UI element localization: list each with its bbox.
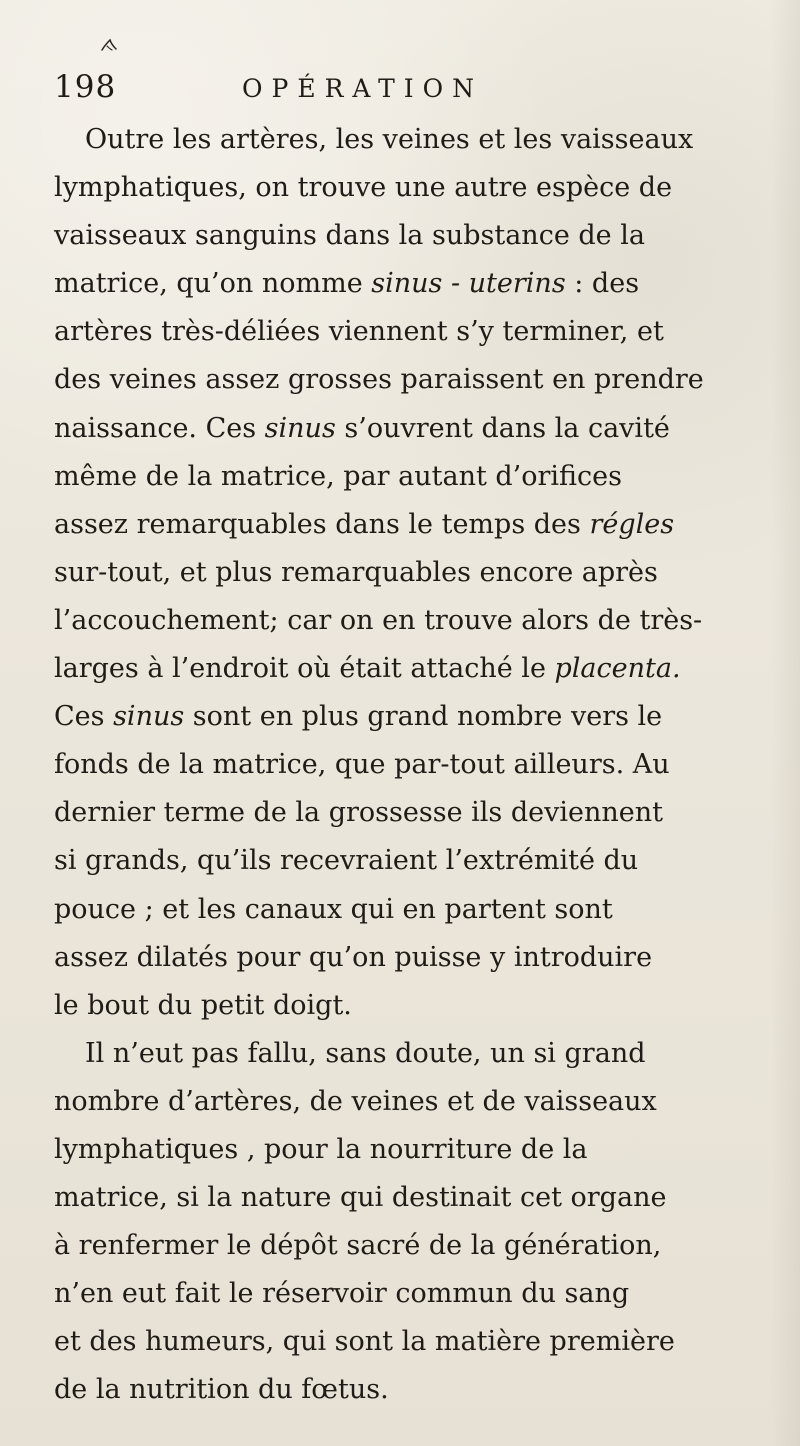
text-line: nombre d’artères, de veines et de vaisseaux xyxy=(54,1085,657,1117)
text-line: n’en eut fait le réservoir commun du sang xyxy=(54,1278,630,1310)
text-line: fonds de la matrice, que par-tout ailleurs. Au xyxy=(54,749,670,781)
text-line xyxy=(54,501,761,549)
text-line: si grands, qu’ils recevraient l’extrémité du xyxy=(54,845,639,877)
text-segment: : des xyxy=(565,268,640,300)
text-line: et des humeurs, qui sont la matière première xyxy=(54,1326,675,1358)
italic-term: régles xyxy=(589,508,675,540)
text-line: vaisseaux sanguins dans la substance de la xyxy=(54,220,645,252)
text-line: l’accouchement; car on en trouve alors de très- xyxy=(54,604,703,636)
text-line: sur-tout, et plus remarquables encore après xyxy=(54,556,658,588)
text-line xyxy=(54,645,761,693)
text-segment: assez remarquables dans le temps des xyxy=(54,508,590,540)
text-line: lymphatiques, on trouve une autre espèce de xyxy=(54,172,673,204)
text-segment: Ces xyxy=(54,701,114,733)
text-line: Il n’eut pas fallu, sans doute, un si grand xyxy=(85,1037,646,1069)
text-line: pouce ; et les canaux qui en partent sont xyxy=(54,893,613,925)
text-segment: larges à l’endroit où était attaché le xyxy=(54,653,555,685)
text-line: même de la matrice, par autant d’orifices xyxy=(54,460,623,492)
text-line xyxy=(54,693,761,741)
running-title: OPÉRATION xyxy=(242,74,483,103)
text-line: lymphatiques , pour la nourriture de la xyxy=(54,1133,588,1165)
text-segment: naissance. Ces xyxy=(54,412,265,444)
page-number: 198 xyxy=(54,69,117,105)
text-line: matrice, si la nature qui destinait cet organe xyxy=(54,1182,667,1214)
italic-term: sinus xyxy=(264,412,336,444)
text-line: des veines assez grosses paraissent en prendre xyxy=(54,364,704,396)
text-line: dernier terme de la grossesse ils deviennent xyxy=(54,797,663,829)
text-line xyxy=(54,260,761,308)
italic-term: sinus - uterins xyxy=(371,268,566,300)
page-header xyxy=(54,69,754,118)
text-segment: matrice, qu’on nomme xyxy=(54,268,372,300)
text-line xyxy=(54,405,761,453)
text-line: à renfermer le dépôt sacré de la génération, xyxy=(54,1230,662,1262)
text-segment: sont en plus grand nombre vers le xyxy=(184,701,663,733)
text-line: assez dilatés pour qu’on puisse y introduire xyxy=(54,941,653,973)
text-segment: s’ouvrent dans la cavité xyxy=(335,412,670,444)
italic-term: sinus xyxy=(113,701,185,733)
body-text xyxy=(54,116,761,1415)
italic-term: placenta. xyxy=(554,653,681,685)
text-line: de la nutrition du fœtus. xyxy=(54,1374,389,1406)
ink-mark-icon xyxy=(100,38,118,52)
text-line: Outre les artères, les veines et les vaisseaux xyxy=(85,124,694,155)
text-line: artères très-déliées viennent s’y terminer, et xyxy=(54,316,664,348)
text-line: le bout du petit doigt. xyxy=(54,989,352,1021)
